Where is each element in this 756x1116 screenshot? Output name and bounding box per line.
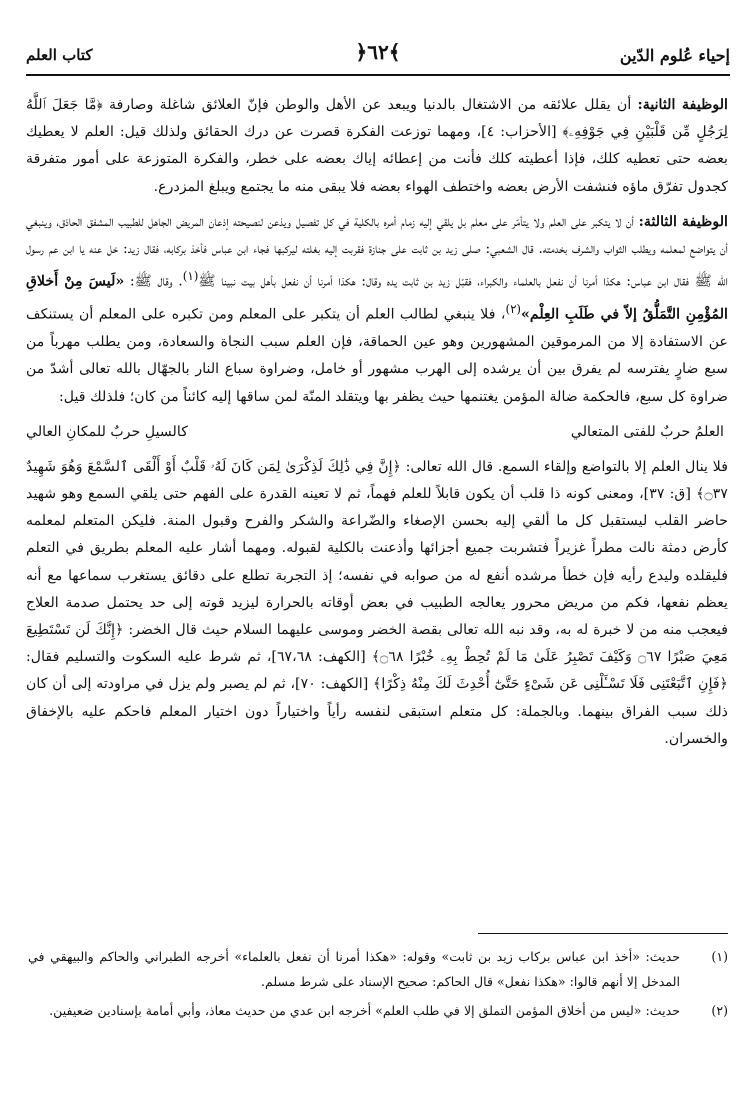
footnote-number: (٢) xyxy=(711,1003,728,1018)
footnote-text: حديث: «أخذ ابن عباس بركاب زيد بن ثابت» وقوله: «هكذا أمرنا أن نفعل بالعلماء» أخرجه الطبراني والحاكم والبيهقي في المدخل إلا أنهم قالوا: «هكذا نفعل» قال الحاكم: صحيح الإسناد على شرط مسلم. xyxy=(28,949,680,989)
section-lead: الوظيفة الثانية: xyxy=(637,97,728,113)
main-text xyxy=(26,92,728,753)
footnote-number: (١) xyxy=(711,949,728,964)
footnote-1 xyxy=(28,944,728,994)
footnote-2 xyxy=(28,998,728,1023)
paragraph-text: ، فلا ينبغي لطالب العلم أن يتكبر على المعلم ومن تكبره على المعلم أن يستنكف عن الاستفادة إلا من المرموقين المشهورين وهو عين الحماقة، فإن العلم سبب النجاة والسعادة، ومن يطلب مهرباً من سبع ضارٍ يفترسه لم يفرق بين أن يرشده إلى الهرب مشهور أو خامل، وضراوة سباع النار بالجهّال بالله تعالى أشدّ من ضراوة كل سبع، فالحكمة ضالة المؤمن يغتنمها حيث يظفر بها ويتقلد المنّة لمن ساقها إليه كائناً من كان؛ فلذلك قيل: xyxy=(26,306,728,405)
paragraph-text: فلا ينال العلم إلا بالتواضع وإلقاء السمع. قال الله تعالى: ﴿إِنَّ فِي ذَٰلِكَ لَذِكْرَىٰ لِمَن كَانَ لَهُۥ قَلْبٌ أَوْ أَلْقَى ٱلسَّمْعَ وَهُوَ شَهِيدٌ ۝٣٧﴾ [ق: ٣٧]، ومعنى كونه ذا قلب أن يكون قابلاً للعلم فهماً، ثم لا تعينه القدرة على الفهم حتى يلقي السمع وهو شهيد حاضر القلب ليستقبل كل ما ألقي إليه بحسن الإصغاء والضّراعة والشكر والفرح وقبول المنة. فليكن المتعلم لمعلمه كأرض دمثة نالت مطراً غزيراً فتشربت جميع أجزائها وأذعنت بالكلية لقبوله. ومهما أشار عليه المعلم بطريق في التعلم فليقلده وليدع رأيه فإن خطأ مرشده أنفع له من صوابه في نفسه؛ إذ التجربة تطلع على دقائق يستغرب سماعها مع أنه يعظم نفعها، فكم من مريض محرور يعالجه الطبيب في بعض أوقاته بالحرارة ليزيد قوته إلى حد يحتمل صدمة العلاج فيعجب منه من لا خبرة له به، وقد نبه الله تعالى بقصة الخضر وموسى عليهما السلام حيث قال الخضر: ﴿إِنَّكَ لَن تَسْتَطِيعَ مَعِيَ صَبْرًا ۝٦٧ وَكَيْفَ تَصْبِرُ عَلَىٰ مَا لَمْ تُحِطْ بِهِۦ خُبْرًا ۝٦٨﴾ [الكهف: ٦٧،٦٨]، ثم شرط عليه السكوت والتسليم فقال: ﴿فَإِنِ ٱتَّبَعْتَنِى فَلَا تَسْـَٔلْنِى عَن شَىْءٍ حَتَّىٰٓ أُحْدِثَ لَكَ مِنْهُ ذِكْرًا﴾ [الكهف: ٧٠]، ثم لم يصبر ولم يزل في مراودته إلى أن كان ذلك سبب الفراق بينهما. وبالجملة: كل متعلم استبقى لنفسه رأياً واختياراً دون اختيار المعلم فاحكم عليه بالإخفاق والخسران. xyxy=(26,458,729,747)
section-lead: الوظيفة الثالثة: xyxy=(638,213,728,230)
book-title: إحياء عُلوم الدّين xyxy=(619,46,730,65)
verse-first-hemistich: العلمُ حربٌ للفتى المتعالي xyxy=(570,423,724,440)
footnote-ref[interactable]: (١) xyxy=(182,269,199,284)
footnote-ref[interactable]: (٢) xyxy=(505,302,522,317)
page-header xyxy=(26,36,730,76)
paragraph-text: أن لا يتكبر على العلم ولا يتأمّر على معلم بل يلقي إليه زمام أمره بالكلية في كل تفصيل ويذعن لنصيحته إذعان المريض الجاهل للطبيب المشفق الحاذق، وينبغي أن يتواضع لمعلمه ويطلب الثواب والشرف بخدمته. قال الشعبي: صلى زيد بن ثابت على جنازة فقربت إليه بغلته ليركبها فجاء ابن عباس فأخذ بركابه، فقال زيد: خل عنه يا ابن عم رسول الله ﷺ فقال ابن عباس: هكذا أمرنا أن نفعل بالعلماء والكبراء، فقبّل زيد بن ثابت يده وقال: هكذا أمرنا أن نفعل بأهل بيت نبينا ﷺ xyxy=(26,213,728,290)
verse-second-hemistich: كالسيلِ حربٌ للمكانِ العالي xyxy=(26,423,188,440)
paragraph-third-duty xyxy=(26,209,728,411)
chapter-title: كتاب العلم xyxy=(26,46,93,64)
page-number: ﴿٦٢﴾ xyxy=(355,40,401,64)
paragraph-humility xyxy=(26,454,728,753)
poetry-verse xyxy=(26,419,724,446)
paragraph-second-duty xyxy=(26,92,728,201)
footnotes xyxy=(28,944,728,1027)
hadith-quote: «لَيسَ مِنْ أَخلاقِ المُؤْمِنِ التَّمَلُّقُ إلاّ في طَلَبِ العِلْم» xyxy=(26,273,728,323)
paragraph-text: أن يقلل علائقه من الاشتغال بالدنيا ويبعد عن الأهل والوطن فإنّ العلائق شاغلة وصارفة ﴿مَّا جَعَلَ ٱللَّهُ لِرَجُلٍ مِّن قَلْبَيْنِ فِي جَوْفِهِۦ﴾ [الأحزاب: ٤]، ومهما توزعت الفكرة قصرت عن درك الحقائق ولذلك قيل: العلم لا يعطيك بعضه حتى تعطيه كلك، فإذا أعطيته كلك فأنت من إعطائه إياك بعضه على خطر، والفكرة المتوزعة على أمور متفرقة كجدول تفرّق ماؤه فنشفت الأرض بعضه واختطف الهواء بعضه فلا يبقى منه ما يجتمع ويبلغ المزدرع. xyxy=(26,97,728,195)
footnote-separator xyxy=(478,933,728,934)
paragraph-text: . وقال ﷺ: xyxy=(124,273,183,290)
footnote-text: حديث: «ليس من أخلاق المؤمن التملق إلا في طلب العلم» أخرجه ابن عدي من حديث معاذ، وأبي أمامة بإسنادين ضعيفين. xyxy=(49,1003,680,1018)
